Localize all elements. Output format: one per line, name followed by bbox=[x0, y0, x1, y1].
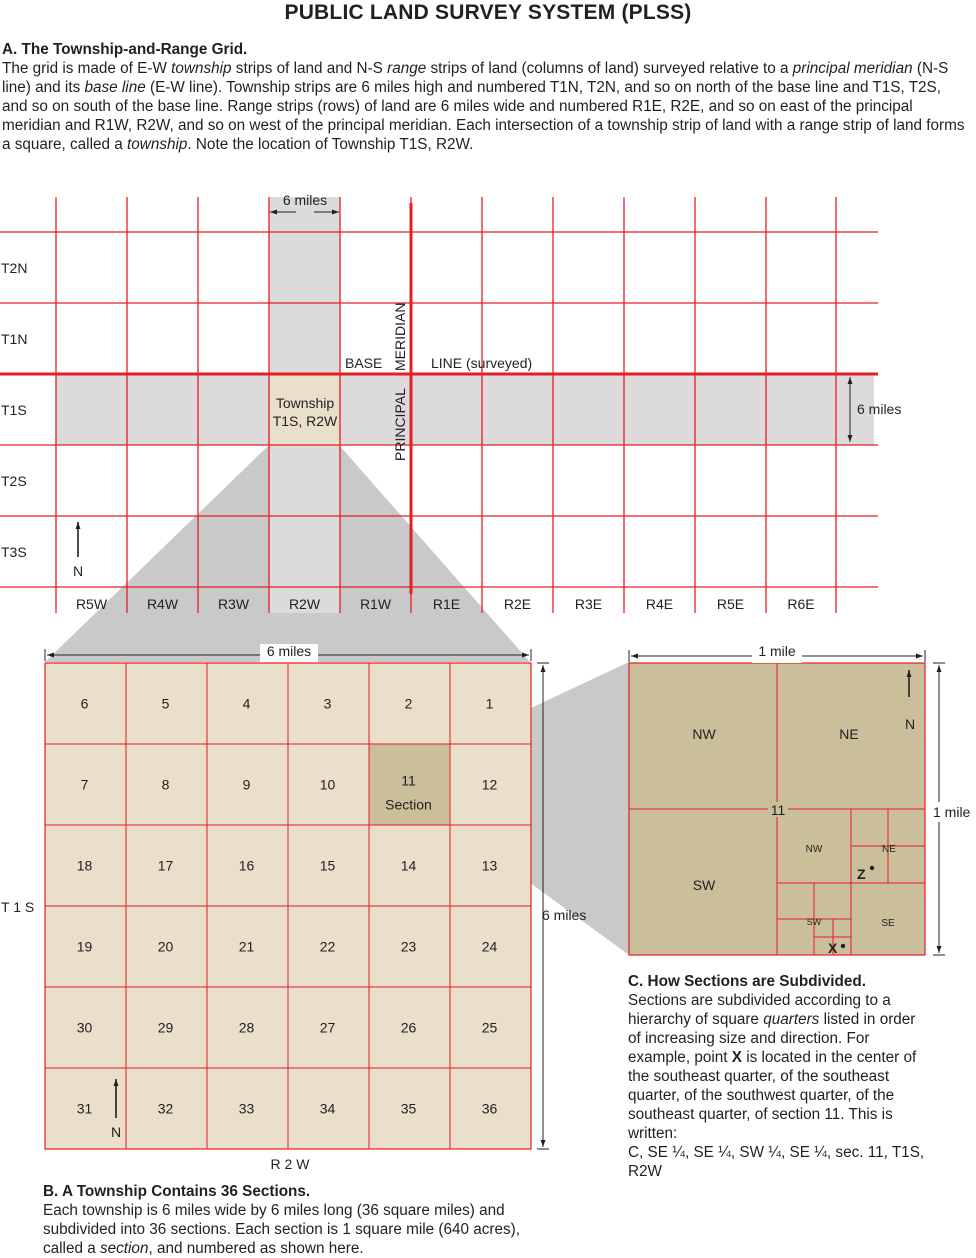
section-number-16: 16 bbox=[238, 857, 255, 874]
section-number-25: 25 bbox=[481, 1019, 498, 1036]
grid-width-label: 6 miles bbox=[282, 192, 328, 208]
township-height-label: 6 miles bbox=[542, 907, 587, 923]
township-diagram bbox=[1, 643, 586, 1172]
quarter-sw-label: SW bbox=[692, 877, 716, 893]
range-label-r3e: R3E bbox=[574, 596, 603, 612]
township-label-t2s: T2S bbox=[1, 473, 27, 489]
township-t1s-strip bbox=[56, 374, 874, 445]
section-number-18: 18 bbox=[76, 857, 93, 874]
section-b-caption bbox=[43, 1182, 543, 1258]
range-label-r4e: R4E bbox=[645, 596, 674, 612]
section-number-7: 7 bbox=[80, 776, 89, 793]
section-number-24: 24 bbox=[481, 938, 498, 955]
section-number-30: 30 bbox=[76, 1019, 93, 1036]
section-c-body bbox=[628, 991, 928, 1143]
text-run: township bbox=[127, 136, 188, 153]
grid-north-arrow bbox=[73, 522, 83, 579]
section-detail-diagram bbox=[629, 643, 976, 956]
section-number-1: 1 bbox=[485, 695, 494, 712]
section-number-31: 31 bbox=[76, 1100, 93, 1117]
section-number-22: 22 bbox=[319, 938, 336, 955]
section-number-36: 36 bbox=[481, 1100, 498, 1117]
township-label-t1s: T1S bbox=[1, 402, 27, 418]
township-label-t1n: T1N bbox=[1, 331, 28, 347]
section-number-12: 12 bbox=[481, 776, 498, 793]
section-number-27: 27 bbox=[319, 1019, 336, 1036]
section-number-14: 14 bbox=[400, 857, 417, 874]
section-b-heading: B. A Township Contains 36 Sections. bbox=[43, 1183, 311, 1200]
text-run: , and numbered as shown here. bbox=[148, 1240, 364, 1257]
township-label-t2n: T2N bbox=[1, 260, 28, 276]
township-box-line1: Township bbox=[275, 395, 335, 411]
text-run: section bbox=[99, 1240, 149, 1257]
range-label-r4w: R4W bbox=[146, 596, 179, 612]
section-number-15: 15 bbox=[319, 857, 336, 874]
section-number-29: 29 bbox=[157, 1019, 174, 1036]
section-a-heading: A. The Township-and-Range Grid. bbox=[2, 41, 248, 58]
sub-ne-label: NE bbox=[882, 844, 896, 855]
section-number-26: 26 bbox=[400, 1019, 417, 1036]
text-run: strips of land (columns of land) surveyed relative to a bbox=[426, 60, 793, 77]
section-number-33: 33 bbox=[238, 1100, 255, 1117]
section-number-3: 3 bbox=[323, 695, 332, 712]
point-x-dot bbox=[841, 944, 845, 948]
range-label-r6e: R6E bbox=[787, 596, 815, 612]
section-height-label: 1 mile bbox=[933, 804, 971, 820]
text-run: . Note the location of Township T1S, R2W. bbox=[187, 136, 474, 153]
text-run: base line bbox=[84, 79, 146, 96]
section-north-label: N bbox=[904, 716, 916, 732]
township-label-t3s: T3S bbox=[1, 544, 27, 560]
range-label-r2w: R2W bbox=[288, 596, 321, 612]
text-run: The grid is made of E-W bbox=[2, 60, 172, 77]
section-number-9: 9 bbox=[242, 776, 251, 793]
township-width-label: 6 miles bbox=[266, 643, 312, 659]
section-word-label: Section bbox=[385, 796, 432, 813]
section-number-10: 10 bbox=[319, 776, 336, 793]
township-range-grid bbox=[0, 192, 901, 613]
section-number-11: 11 bbox=[401, 772, 416, 789]
range-label-r3w: R3W bbox=[217, 596, 250, 612]
grid-height-label: 6 miles bbox=[857, 401, 902, 417]
section-width-label: 1 mile bbox=[758, 643, 796, 659]
township-r2w-label: R 2 W bbox=[270, 1156, 310, 1172]
text-run: is located in the center of the southeast quarter, of the southeast quarter, of the southwest quarter, of the southeast quarter, of section 11. This is written: bbox=[628, 1049, 917, 1142]
section-number-13: 13 bbox=[481, 857, 498, 874]
text-run: quarters bbox=[763, 1011, 820, 1028]
section-number-4: 4 bbox=[242, 695, 251, 712]
section-number-19: 19 bbox=[76, 938, 93, 955]
range-label-r5e: R5E bbox=[716, 596, 745, 612]
grid-north-label: N bbox=[72, 563, 84, 579]
section-number-34: 34 bbox=[319, 1100, 336, 1117]
township-north-label: N bbox=[110, 1124, 122, 1140]
subsub-sw-label: SW bbox=[806, 917, 822, 927]
text-run: listed in order of increasing size and direction. For example, point bbox=[628, 1011, 916, 1066]
text-run: (E-W line). Township strips are 6 miles high and numbered T1N, T2N, and so on north of the base line and T1S, T2S, and so on south of the base line. Range strips (rows) of land are 6 miles wide and numbered R1E, R2E, and so on east of the principal meridian and R1W, R2W, and so on west of the principal meridian. Each intersection of a township strip of land with a range strip of land forms a square, called a bbox=[2, 79, 965, 153]
section-number-32: 32 bbox=[157, 1100, 174, 1117]
principal-label: PRINCIPAL bbox=[392, 388, 408, 461]
section-c-heading: C. How Sections are Subdivided. bbox=[628, 973, 866, 990]
text-run: principal meridian bbox=[792, 60, 913, 77]
township-t1s-label: T 1 S bbox=[1, 899, 35, 915]
text-run: township bbox=[171, 60, 232, 77]
section-number-2: 2 bbox=[404, 695, 413, 712]
range-label-r5w: R5W bbox=[75, 596, 108, 612]
section-number-35: 35 bbox=[400, 1100, 417, 1117]
quarter-ne-label: NE bbox=[839, 726, 859, 742]
section-number-8: 8 bbox=[161, 776, 170, 793]
section-b-body bbox=[43, 1201, 543, 1258]
page-title: PUBLIC LAND SURVEY SYSTEM (PLSS) bbox=[284, 1, 692, 24]
text-run: X bbox=[731, 1049, 742, 1066]
township-box-line2: T1S, R2W bbox=[272, 413, 338, 429]
section-number-23: 23 bbox=[400, 938, 417, 955]
section-number-5: 5 bbox=[161, 695, 170, 712]
meridian-label: MERIDIAN bbox=[392, 302, 408, 371]
range-label-r2e: R2E bbox=[503, 596, 532, 612]
line-surveyed-label: LINE (surveyed) bbox=[431, 355, 533, 371]
section-number-21: 21 bbox=[238, 938, 255, 955]
text-run: range bbox=[387, 60, 427, 77]
sub-nw-label: NW bbox=[805, 844, 823, 855]
text-run: Each township is 6 miles wide by 6 miles long (36 square miles) and subdivided into 36 sections. Each section is 1 square mile (640 acres), called a bbox=[43, 1202, 521, 1257]
section-number-20: 20 bbox=[157, 938, 174, 955]
text-run: Sections are subdivided according to a hierarchy of square bbox=[628, 992, 891, 1028]
range-label-r1e: R1E bbox=[432, 596, 461, 612]
section-center-label: 11 bbox=[770, 802, 786, 818]
section-c-caption bbox=[628, 972, 928, 1181]
section-number-28: 28 bbox=[238, 1019, 255, 1036]
section-c-formula: C, SE ¼, SE ¼, SW ¼, SE ¼, sec. 11, T1S, R2W bbox=[628, 1144, 925, 1180]
point-z-label: Z bbox=[857, 866, 866, 882]
text-run: strips of land and N-S bbox=[231, 60, 388, 77]
sub-se-label: SE bbox=[881, 918, 895, 929]
text-run: (N-S line) and its bbox=[2, 60, 949, 96]
point-z-dot bbox=[870, 866, 874, 870]
quarter-nw-label: NW bbox=[692, 726, 716, 742]
section-number-17: 17 bbox=[157, 857, 174, 874]
point-x-label: X bbox=[828, 940, 838, 956]
base-label: BASE bbox=[345, 355, 383, 371]
section-number-6: 6 bbox=[80, 695, 89, 712]
range-label-r1w: R1W bbox=[359, 596, 392, 612]
township-labels bbox=[1, 260, 27, 560]
